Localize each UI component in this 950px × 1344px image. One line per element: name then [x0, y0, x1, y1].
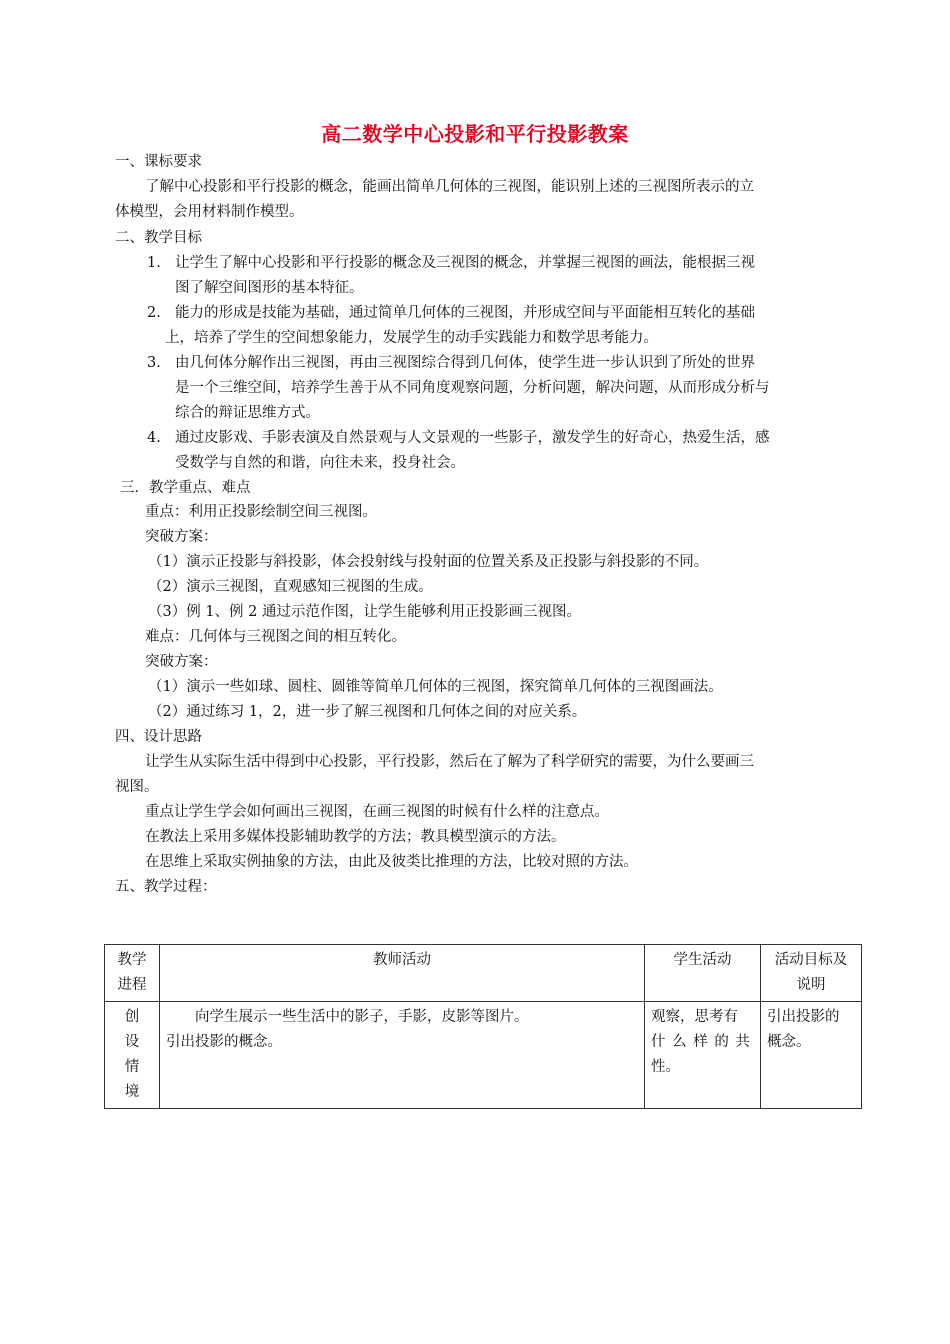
header-cell-student: 学生活动 [645, 945, 761, 1002]
paragraph-line: 在教法上采用多媒体投影辅助教学的方法；教具模型演示的方法。 [145, 829, 566, 845]
plan-step: （1）演示一些如球、圆柱、圆锥等简单几何体的三视图，探究简单几何体的三视图画法。 [148, 679, 723, 695]
breakthrough-plan-label: 突破方案： [145, 529, 218, 545]
plan-step: （3）例 1、例 2 通过示范作图，让学生能够利用正投影画三视图。 [148, 604, 582, 620]
list-item-number: 2. [147, 305, 161, 321]
list-item-line: 让学生了解中心投影和平行投影的概念及三视图的概念，并掌握三视图的画法，能根据三视 [175, 255, 755, 271]
student-activity-line: 观察，思考有 [651, 1009, 738, 1025]
table-row [105, 1002, 862, 1109]
paragraph-line: 视图。 [115, 779, 159, 795]
plan-step: （1）演示正投影与斜投影，体会投射线与投射面的位置关系及正投影与斜投影的不同。 [148, 554, 709, 570]
section-heading-key-points: 三．教学重点、难点 [120, 480, 251, 496]
student-activity-cell [645, 1002, 761, 1109]
goal-cell [761, 1002, 862, 1109]
teacher-activity-line: 向学生展示一些生活中的影子，手影，皮影等图片。 [195, 1009, 529, 1025]
student-activity-line: 什 么 样 的 共 [651, 1034, 750, 1050]
list-item-line: 通过皮影戏、手影表演及自然景观与人文景观的一些影子，激发学生的好奇心，热爱生活，感 [175, 430, 770, 446]
paragraph-line: 体模型，会用材料制作模型。 [115, 204, 304, 220]
list-item-line: 能力的形成是技能为基础，通过简单几何体的三视图，并形成空间与平面能相互转化的基础 [175, 305, 755, 321]
stage-char: 创 [124, 1009, 140, 1025]
stage-char: 境 [124, 1084, 140, 1100]
paragraph-line: 让学生从实际生活中得到中心投影，平行投影，然后在了解为了科学研究的需要，为什么要画三 [145, 754, 754, 770]
student-activity-line: 性。 [651, 1059, 680, 1075]
list-item-number: 3. [147, 355, 161, 371]
difficult-point-text: 难点：几何体与三视图之间的相互转化。 [145, 629, 406, 645]
document-title: 高二数学中心投影和平行投影教案 [321, 122, 629, 146]
header-cell-goal [761, 945, 862, 1002]
header-cell-stage [105, 945, 160, 1002]
goal-line: 引出投影的 [767, 1009, 840, 1025]
header-cell-teacher: 教师活动 [160, 945, 645, 1002]
list-item-line: 综合的辩证思维方式。 [175, 405, 320, 421]
list-item-line: 上，培养了学生的空间想象能力，发展学生的动手实践能力和数学思考能力。 [165, 330, 658, 346]
list-item-line: 由几何体分解作出三视图，再由三视图综合得到几何体，使学生进一步认识到了所处的世界 [175, 355, 755, 371]
breakthrough-plan-label: 突破方案： [145, 654, 218, 670]
header-text: 说明 [796, 977, 826, 993]
stage-char: 情 [124, 1059, 140, 1075]
teacher-activity-cell [160, 1002, 645, 1109]
plan-step: （2）通过练习 1，2，进一步了解三视图和几何体之间的对应关系。 [148, 704, 587, 720]
list-item-number: 1. [147, 255, 161, 271]
section-heading-design: 四、设计思路 [115, 729, 202, 745]
list-item-line: 图了解空间图形的基本特征。 [175, 280, 364, 296]
paragraph-line: 在思维上采取实例抽象的方法，由此及彼类比推理的方法，比较对照的方法。 [145, 854, 638, 870]
list-item-number: 4. [147, 430, 161, 446]
stage-char: 设 [124, 1034, 140, 1050]
key-point-text: 重点：利用正投影绘制空间三视图。 [145, 504, 377, 520]
header-text: 进程 [117, 977, 147, 993]
section-heading-standards: 一、课标要求 [115, 154, 202, 170]
paragraph-line: 了解中心投影和平行投影的概念，能画出简单几何体的三视图，能识别上述的三视图所表示的立 [145, 179, 754, 195]
plan-step: （2）演示三视图，直观感知三视图的生成。 [148, 579, 433, 595]
goal-line: 概念。 [767, 1034, 811, 1050]
list-item-line: 是一个三维空间，培养学生善于从不同角度观察问题，分析问题，解决问题，从而形成分析与 [175, 380, 770, 396]
header-text: 教学 [117, 952, 147, 968]
section-heading-process: 五、教学过程： [115, 879, 217, 895]
header-text: 活动目标及 [774, 952, 848, 968]
section-heading-goals: 二、教学目标 [115, 230, 202, 246]
paragraph-line: 重点让学生学会如何画出三视图，在画三视图的时候有什么样的注意点。 [145, 804, 609, 820]
list-item-line: 受数学与自然的和谐，向往未来，投身社会。 [175, 455, 465, 471]
table-header-row [105, 945, 862, 1002]
teacher-activity-line: 引出投影的概念。 [166, 1034, 282, 1050]
stage-cell [105, 1002, 160, 1109]
teaching-process-table [104, 944, 862, 1109]
